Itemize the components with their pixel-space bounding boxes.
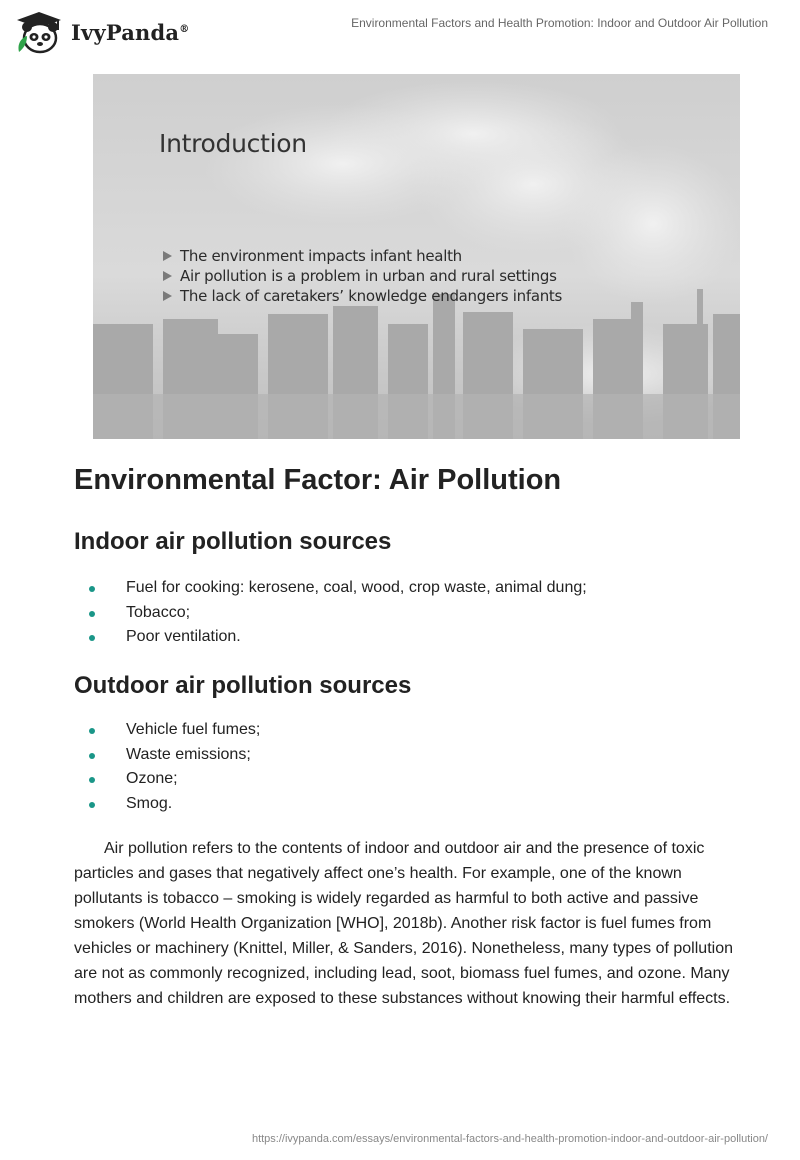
- footer-url[interactable]: https://ivypanda.com/essays/environmental-factors-and-health-promotion-indoor-and-outdoor-air-pollution/: [251, 1133, 768, 1145]
- list-item: Tobacco;: [74, 601, 587, 626]
- page-header: [0, 0, 800, 70]
- indoor-heading: Indoor air pollution sources: [74, 528, 392, 555]
- slide-bullet-list: [163, 246, 562, 306]
- list-item: Vehicle fuel fumes;: [74, 718, 260, 743]
- presentation-slide: [93, 74, 740, 439]
- outdoor-list: [74, 718, 260, 816]
- bullet-dot-icon: [89, 777, 95, 783]
- triangle-bullet-icon: [163, 251, 172, 261]
- list-item: Poor ventilation.: [74, 625, 587, 650]
- section-heading: Environmental Factor: Air Pollution: [74, 464, 562, 496]
- bullet-dot-icon: [89, 753, 95, 759]
- slide-title: Introduction: [159, 129, 307, 158]
- slide-bullet-text: The lack of caretakers’ knowledge endangers infants: [180, 287, 563, 305]
- panda-logo-icon: [13, 10, 65, 54]
- slide-bullet: [163, 286, 562, 306]
- bullet-dot-icon: [89, 635, 95, 641]
- slide-bullet: [163, 246, 562, 266]
- list-item: Waste emissions;: [74, 743, 260, 768]
- brand-name: IvyPanda®: [71, 19, 190, 45]
- body-paragraph: Air pollution refers to the contents of indoor and outdoor air and the presence of toxic particles and gases that negatively affect one’s health. For example, one of the known pollutants is tobacco – smoking is widely regarded as harmful to both active and passive smokers (World Health Organization [WHO], 2018b). Another risk factor is fuel fumes from vehicles or machinery (Knittel, Miller, & Sanders, 2016). Nonetheless, many types of pollution are not as commonly recognized, including lead, soot, biomass fuel fumes, and ozone. Many mothers and children are exposed to these substances without knowing their harmful effects.: [74, 840, 733, 1007]
- triangle-bullet-icon: [163, 291, 172, 301]
- bullet-dot-icon: [89, 611, 95, 617]
- registered-mark: ®: [179, 23, 190, 35]
- bullet-dot-icon: [89, 586, 95, 592]
- page-title: Environmental Factors and Health Promotion: Indoor and Outdoor Air Pollution: [351, 16, 768, 30]
- outdoor-heading: Outdoor air pollution sources: [74, 672, 412, 699]
- list-item: Ozone;: [74, 767, 260, 792]
- slide-bullet-text: The environment impacts infant health: [180, 247, 462, 265]
- triangle-bullet-icon: [163, 271, 172, 281]
- ivypanda-logo[interactable]: [13, 10, 189, 54]
- slide-bullet-text: Air pollution is a problem in urban and rural settings: [180, 267, 557, 285]
- slide-bullet: [163, 266, 562, 286]
- list-item: Smog.: [74, 792, 260, 817]
- list-item: Fuel for cooking: kerosene, coal, wood, crop waste, animal dung;: [74, 576, 587, 601]
- bullet-dot-icon: [89, 728, 95, 734]
- bullet-dot-icon: [89, 802, 95, 808]
- indoor-list: [74, 576, 587, 650]
